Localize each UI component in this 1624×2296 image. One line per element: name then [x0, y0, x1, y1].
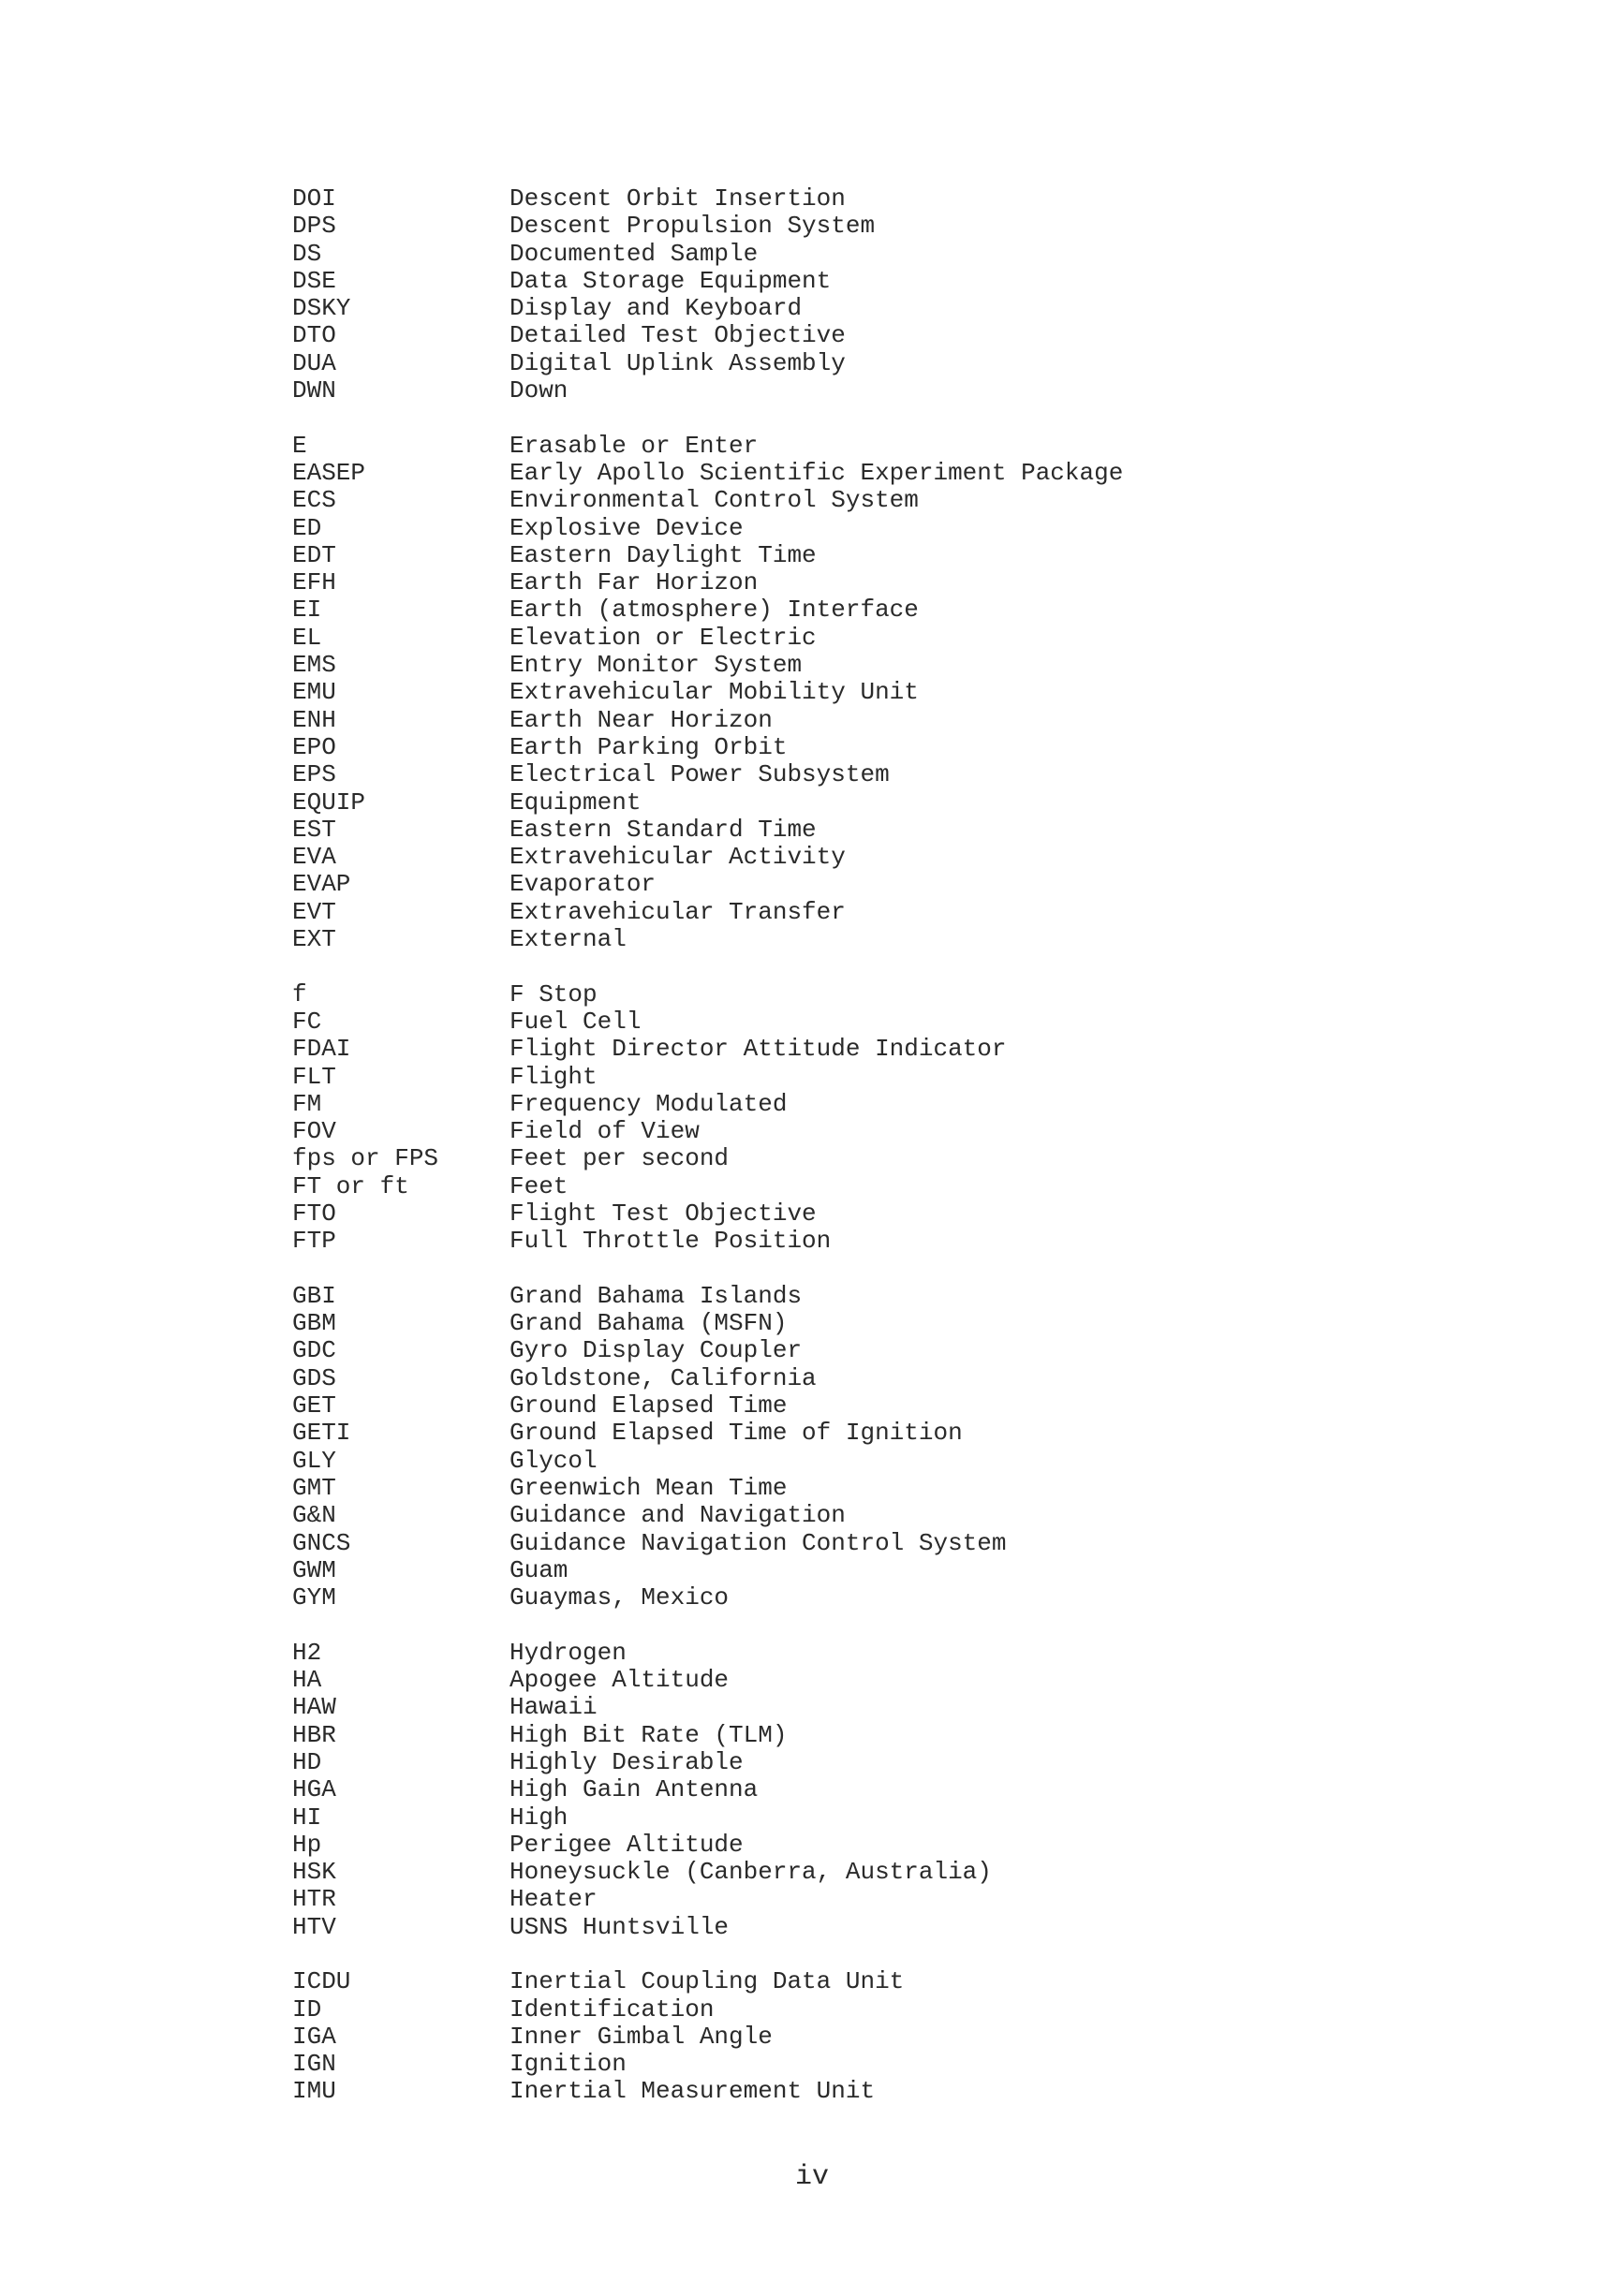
definition: Eastern Daylight Time: [509, 540, 817, 569]
glossary-entry: [292, 899, 1463, 926]
definition: USNS Huntsville: [509, 1912, 730, 1941]
abbreviation: G&N: [292, 1501, 336, 1530]
definition: Electrical Power Subsystem: [509, 760, 890, 789]
abbreviation: EMS: [292, 651, 336, 680]
definition: Display and Keyboard: [509, 294, 803, 323]
abbreviation: DS: [292, 239, 322, 268]
definition: Ground Elapsed Time: [509, 1391, 788, 1420]
glossary-group: [292, 1968, 1463, 2105]
abbreviation: ED: [292, 513, 322, 542]
definition: Earth (atmosphere) Interface: [509, 596, 919, 625]
definition: Gyro Display Coupler: [509, 1336, 803, 1365]
glossary-entry: [292, 1694, 1463, 1721]
definition: Elevation or Electric: [509, 623, 817, 652]
abbreviation: FOV: [292, 1117, 336, 1146]
definition: Earth Parking Orbit: [509, 732, 788, 761]
abbreviation: HA: [292, 1666, 322, 1695]
glossary-entry: [292, 1557, 1463, 1584]
glossary-entry: [292, 1008, 1463, 1036]
glossary-entry: [292, 1776, 1463, 1803]
glossary-group: [292, 1640, 1463, 1941]
abbreviation: HD: [292, 1747, 322, 1776]
glossary-entry: [292, 542, 1463, 569]
abbreviation: HBR: [292, 1720, 336, 1749]
abbreviation: EVAP: [292, 870, 351, 899]
glossary-entry: [292, 625, 1463, 652]
glossary-entry: [292, 487, 1463, 514]
definition: Flight Director Attitude Indicator: [509, 1035, 1007, 1064]
glossary-group: [292, 185, 1463, 405]
abbreviation: GBM: [292, 1309, 336, 1338]
abbreviation: EPS: [292, 760, 336, 789]
abbreviation: HTV: [292, 1912, 336, 1941]
abbreviation: HI: [292, 1803, 322, 1832]
abbreviation: EXT: [292, 925, 336, 954]
definition: Goldstone, California: [509, 1363, 817, 1392]
glossary-entry: [292, 1200, 1463, 1228]
glossary-entry: [292, 1749, 1463, 1776]
glossary-entry: [292, 1996, 1463, 2024]
definition: Ignition: [509, 2050, 627, 2079]
abbreviation: DPS: [292, 212, 336, 241]
glossary-entry: [292, 1173, 1463, 1200]
definition: Ground Elapsed Time of Ignition: [509, 1419, 963, 1448]
definition: Earth Far Horizon: [509, 568, 759, 597]
definition: Guam: [509, 1555, 568, 1584]
glossary-group: [292, 981, 1463, 1256]
abbreviation: ID: [292, 1994, 322, 2024]
definition: High Gain Antenna: [509, 1775, 759, 1804]
glossary-entry: [292, 871, 1463, 898]
glossary-entry: [292, 596, 1463, 624]
glossary-entry: [292, 1036, 1463, 1063]
glossary-entry: [292, 515, 1463, 542]
glossary-entry: [292, 1448, 1463, 1475]
glossary-entry: [292, 322, 1463, 349]
page-number: iv: [794, 2161, 829, 2193]
glossary-entry: [292, 185, 1463, 213]
abbreviation: E: [292, 431, 307, 460]
definition: Descent Propulsion System: [509, 212, 876, 241]
abbreviation: GYM: [292, 1583, 336, 1612]
glossary-entry: [292, 1420, 1463, 1447]
glossary-entry: [292, 1228, 1463, 1255]
definition: Greenwich Mean Time: [509, 1473, 788, 1502]
definition: Guaymas, Mexico: [509, 1583, 730, 1612]
definition: Feet per second: [509, 1144, 730, 1173]
abbreviation: Hp: [292, 1830, 322, 1859]
abbreviation: FC: [292, 1007, 322, 1036]
definition: External: [509, 925, 627, 954]
abbreviation: FLT: [292, 1062, 336, 1091]
abbreviation: GWM: [292, 1555, 336, 1584]
definition: Flight Test Objective: [509, 1199, 817, 1228]
definition: Flight: [509, 1062, 598, 1091]
definition: Equipment: [509, 787, 642, 817]
definition: Erasable or Enter: [509, 431, 759, 460]
glossary-entry: [292, 761, 1463, 788]
definition: Highly Desirable: [509, 1747, 744, 1776]
glossary-entry: [292, 350, 1463, 377]
definition: Evaporator: [509, 870, 657, 899]
glossary-group: [292, 433, 1463, 954]
definition: Honeysuckle (Canberra, Australia): [509, 1858, 992, 1887]
definition: Early Apollo Scientific Experiment Package: [509, 458, 1124, 487]
abbreviation: EST: [292, 815, 336, 844]
glossary-entry: [292, 1064, 1463, 1091]
definition: Inner Gimbal Angle: [509, 2022, 773, 2051]
glossary-entry: [292, 433, 1463, 460]
definition: Full Throttle Position: [509, 1227, 832, 1256]
abbreviation: EPO: [292, 732, 336, 761]
abbreviation: HAW: [292, 1693, 336, 1722]
definition: Inertial Measurement Unit: [509, 2077, 876, 2106]
definition: Grand Bahama Islands: [509, 1281, 803, 1310]
glossary-entry: [292, 268, 1463, 295]
glossary-entry: [292, 1530, 1463, 1557]
abbreviation: EFH: [292, 568, 336, 597]
abbreviation: GDS: [292, 1363, 336, 1392]
definition: Frequency Modulated: [509, 1089, 788, 1118]
glossary-entry: [292, 1584, 1463, 1612]
glossary-entry: [292, 1475, 1463, 1502]
definition: Perigee Altitude: [509, 1830, 744, 1859]
glossary-entry: [292, 1968, 1463, 1995]
abbreviation: GETI: [292, 1419, 351, 1448]
definition: Hydrogen: [509, 1638, 627, 1667]
definition: High Bit Rate (TLM): [509, 1720, 788, 1749]
glossary-entry: [292, 1392, 1463, 1420]
glossary-entry: [292, 460, 1463, 487]
definition: Guidance and Navigation: [509, 1501, 846, 1530]
glossary-entry: [292, 679, 1463, 706]
definition: Grand Bahama (MSFN): [509, 1309, 788, 1338]
abbreviation: f: [292, 979, 307, 1008]
glossary-entry: [292, 569, 1463, 596]
glossary-entry: [292, 1914, 1463, 1941]
abbreviation: FM: [292, 1089, 322, 1118]
glossary-entry: [292, 1640, 1463, 1667]
abbreviation: HGA: [292, 1775, 336, 1804]
abbreviation: EDT: [292, 540, 336, 569]
abbreviation: GLY: [292, 1446, 336, 1475]
abbreviation: FDAI: [292, 1035, 351, 1064]
definition: Fuel Cell: [509, 1007, 642, 1036]
abbreviation: FT or ft: [292, 1171, 409, 1200]
glossary-entry: [292, 377, 1463, 405]
glossary-entry: [292, 734, 1463, 761]
abbreviation: FTP: [292, 1227, 336, 1256]
abbreviation: EVA: [292, 843, 336, 872]
definition: Field of View: [509, 1117, 700, 1146]
definition: Entry Monitor System: [509, 651, 803, 680]
glossary-entry: [292, 1337, 1463, 1364]
definition: Identification: [509, 1994, 715, 2024]
abbreviation: DWN: [292, 376, 336, 405]
glossary-entry: [292, 213, 1463, 240]
abbreviation: fps or FPS: [292, 1144, 439, 1173]
abbreviation: DTO: [292, 321, 336, 350]
definition: Eastern Standard Time: [509, 815, 817, 844]
abbreviation: HTR: [292, 1885, 336, 1914]
glossary-entry: [292, 241, 1463, 268]
abbreviation: DOI: [292, 184, 336, 213]
abbreviation: ENH: [292, 705, 336, 734]
glossary-entry: [292, 1859, 1463, 1886]
abbreviation: DUA: [292, 348, 336, 377]
definition: Detailed Test Objective: [509, 321, 846, 350]
abbreviation: EI: [292, 596, 322, 625]
definition: Heater: [509, 1885, 598, 1914]
definition: Glycol: [509, 1446, 598, 1475]
glossary-entry: [292, 1283, 1463, 1310]
definition: Extravehicular Mobility Unit: [509, 678, 919, 707]
glossary-entry: [292, 981, 1463, 1008]
abbreviation: FTO: [292, 1199, 336, 1228]
abbreviation: EQUIP: [292, 787, 366, 817]
definition: Documented Sample: [509, 239, 759, 268]
glossary: [292, 185, 1463, 2106]
glossary-entry: [292, 2051, 1463, 2078]
definition: Hawaii: [509, 1693, 598, 1722]
glossary-entry: [292, 1145, 1463, 1172]
definition: Feet: [509, 1171, 568, 1200]
definition: Descent Orbit Insertion: [509, 184, 846, 213]
glossary-entry: [292, 1804, 1463, 1832]
definition: Earth Near Horizon: [509, 705, 773, 734]
glossary-entry: [292, 1832, 1463, 1859]
definition: Down: [509, 376, 568, 405]
glossary-entry: [292, 707, 1463, 734]
abbreviation: GMT: [292, 1473, 336, 1502]
abbreviation: EL: [292, 623, 322, 652]
glossary-entry: [292, 817, 1463, 844]
abbreviation: HSK: [292, 1858, 336, 1887]
glossary-entry: [292, 1365, 1463, 1392]
abbreviation: ECS: [292, 486, 336, 515]
abbreviation: H2: [292, 1638, 322, 1667]
glossary-entry: [292, 652, 1463, 679]
glossary-entry: [292, 1886, 1463, 1913]
glossary-entry: [292, 844, 1463, 871]
abbreviation: ICDU: [292, 1967, 351, 1996]
glossary-entry: [292, 1091, 1463, 1118]
glossary-entry: [292, 1310, 1463, 1337]
definition: Environmental Control System: [509, 486, 919, 515]
abbreviation: IGA: [292, 2022, 336, 2051]
glossary-entry: [292, 1722, 1463, 1749]
definition: Extravehicular Transfer: [509, 897, 846, 926]
definition: Apogee Altitude: [509, 1666, 730, 1695]
definition: Digital Uplink Assembly: [509, 348, 846, 377]
abbreviation: EASEP: [292, 458, 366, 487]
abbreviation: EVT: [292, 897, 336, 926]
abbreviation: GBI: [292, 1281, 336, 1310]
glossary-group: [292, 1283, 1463, 1612]
definition: Data Storage Equipment: [509, 266, 832, 295]
abbreviation: EMU: [292, 678, 336, 707]
definition: Explosive Device: [509, 513, 744, 542]
glossary-entry: [292, 295, 1463, 322]
abbreviation: GDC: [292, 1336, 336, 1365]
definition: High: [509, 1803, 568, 1832]
abbreviation: IMU: [292, 2077, 336, 2106]
definition: Extravehicular Activity: [509, 843, 846, 872]
abbreviation: IGN: [292, 2050, 336, 2079]
glossary-entry: [292, 926, 1463, 953]
glossary-entry: [292, 1118, 1463, 1145]
glossary-entry: [292, 1502, 1463, 1529]
glossary-entry: [292, 2024, 1463, 2051]
glossary-entry: [292, 2078, 1463, 2105]
abbreviation: GNCS: [292, 1528, 351, 1557]
definition: Guidance Navigation Control System: [509, 1528, 1007, 1557]
definition: Inertial Coupling Data Unit: [509, 1967, 905, 1996]
abbreviation: GET: [292, 1391, 336, 1420]
glossary-entry: [292, 789, 1463, 817]
abbreviation: DSKY: [292, 294, 351, 323]
definition: F Stop: [509, 979, 598, 1008]
glossary-entry: [292, 1667, 1463, 1694]
abbreviation: DSE: [292, 266, 336, 295]
